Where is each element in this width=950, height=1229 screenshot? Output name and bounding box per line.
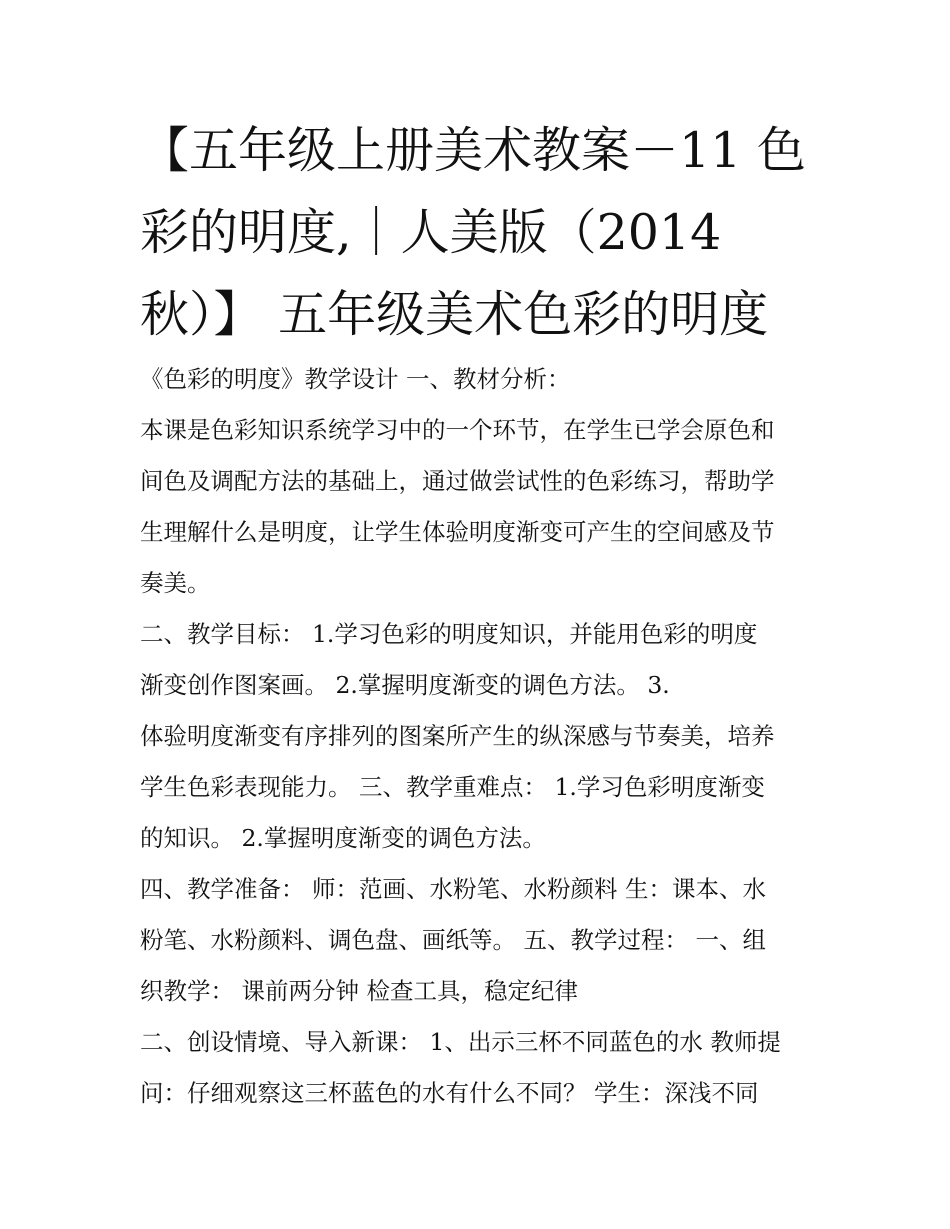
body-line: 二、创设情境、导入新课： 1、出示三杯不同蓝色的水 教师提 bbox=[140, 1028, 781, 1056]
body-line: 间色及调配方法的基础上，通过做尝试性的色彩练习，帮助学 bbox=[140, 467, 775, 495]
body-line: 问：仔细观察这三杯蓝色的水有什么不同？ 学生：深浅不同 bbox=[140, 1079, 759, 1107]
body-line: 粉笔、水粉颜料、调色盘、画纸等。 五、教学过程： 一、组 bbox=[140, 926, 766, 954]
document-body bbox=[140, 354, 820, 1119]
body-line: 二、教学目标： 1.学习色彩的明度知识，并能用色彩的明度 bbox=[140, 620, 758, 648]
body-line: 本课是色彩知识系统学习中的一个环节，在学生已学会原色和 bbox=[140, 416, 775, 444]
document-title bbox=[140, 110, 820, 356]
body-line: 渐变创作图案画。 2.掌握明度渐变的调色方法。 3. bbox=[140, 671, 670, 699]
title-line: 彩的明度,｜人美版（2014 bbox=[140, 204, 722, 261]
title-line: 秋）】 五年级美术色彩的明度 bbox=[140, 286, 769, 343]
body-line: 《色彩的明度》教学设计 一、教材分析： bbox=[140, 365, 571, 393]
body-line: 的知识。 2.掌握明度渐变的调色方法。 bbox=[140, 824, 546, 852]
body-line: 体验明度渐变有序排列的图案所产生的纵深感与节奏美，培养 bbox=[140, 722, 775, 750]
body-line: 生理解什么是明度，让学生体验明度渐变可产生的空间感及节 bbox=[140, 518, 775, 546]
body-line: 四、教学准备： 师：范画、水粉笔、水粉颜料 生：课本、水 bbox=[140, 875, 766, 903]
body-line: 奏美。 bbox=[140, 569, 211, 597]
title-line: 【五年级上册美术教案－11 色 bbox=[140, 122, 806, 179]
body-line: 学生色彩表现能力。 三、教学重难点： 1.学习色彩明度渐变 bbox=[140, 773, 765, 801]
body-line: 织教学： 课前两分钟 检查工具，稳定纪律 bbox=[140, 977, 578, 1005]
